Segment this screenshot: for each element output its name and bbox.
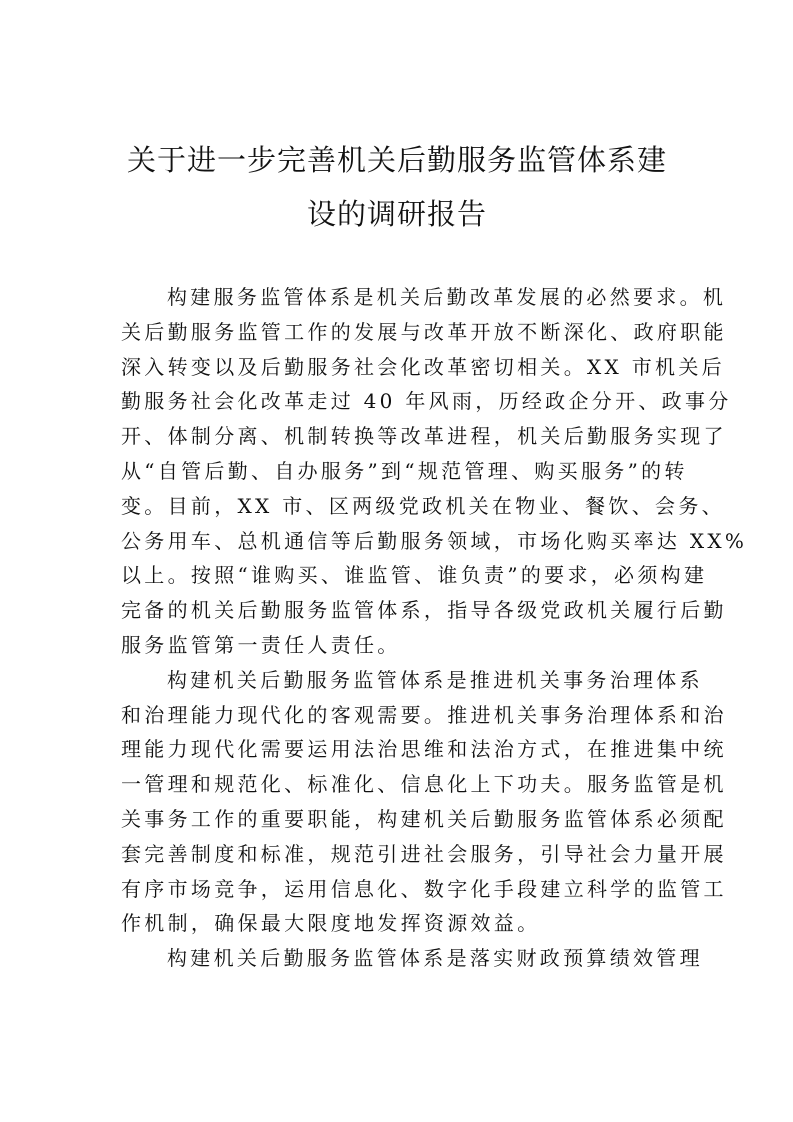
paragraph-2: [121, 663, 727, 941]
paragraph-3: [121, 941, 703, 976]
text-line: 构建机关后勤服务监管体系是推进机关事务治理体系: [167, 667, 703, 692]
text-line: 套完善制度和标准，规范引进社会服务，引导社会力量开展: [121, 841, 727, 866]
text-line: 和治理能力现代化的客观需要。推进机关事务治理体系和治: [121, 702, 727, 727]
text-line: 从“自管后勤、自办服务”到“规范管理、购买服务”的转: [121, 458, 688, 483]
text-line: 构建服务监管体系是机关后勤改革发展的必然要求。机: [167, 285, 727, 309]
text-line: 完备的机关后勤服务监管体系，指导各级党政机关履行后勤: [121, 598, 727, 623]
text-line: 服务监管第一责任人责任。: [121, 632, 401, 657]
text-line: 关后勤服务监管工作的发展与改革开放不断深化、政府职能: [121, 319, 727, 344]
text-line: 开、体制分离、机制转换等改革进程，机关后勤服务实现了: [121, 424, 727, 449]
text-line: 公务用车、总机通信等后勤服务领域，市场化购买率达 XX%: [121, 528, 748, 553]
text-line: 作机制，确保最大限度地发挥资源效益。: [121, 911, 541, 936]
text-line: 深入转变以及后勤服务社会化改革密切相关。XX 市机关后: [121, 354, 725, 379]
text-line: 勤服务社会化改革走过 40 年风雨，历经政企分开、政事分: [121, 389, 732, 414]
document-body: [121, 280, 748, 976]
document-title-line-1: 关于进一步完善机关后勤服务监管体系建: [126, 143, 667, 177]
text-line: 有序市场竞争，运用信息化、数字化手段建立科学的监管工: [121, 876, 727, 901]
text-line: 以上。按照“谁购买、谁监管、谁负责”的要求，必须构建: [121, 563, 708, 588]
document-title-line-2: 设的调研报告: [306, 197, 487, 231]
text-line: 变。目前，XX 市、区两级党政机关在物业、餐饮、会务、: [121, 493, 725, 518]
text-line: 一管理和规范化、标准化、信息化上下功夫。服务监管是机: [121, 772, 727, 797]
text-line: 关事务工作的重要职能，构建机关后勤服务监管体系必须配: [121, 806, 727, 831]
text-line: 理能力现代化需要运用法治思维和法治方式，在推进集中统: [121, 737, 727, 762]
paragraph-1: [121, 280, 748, 663]
text-line: 构建机关后勤服务监管体系是落实财政预算绩效管理: [167, 946, 703, 971]
